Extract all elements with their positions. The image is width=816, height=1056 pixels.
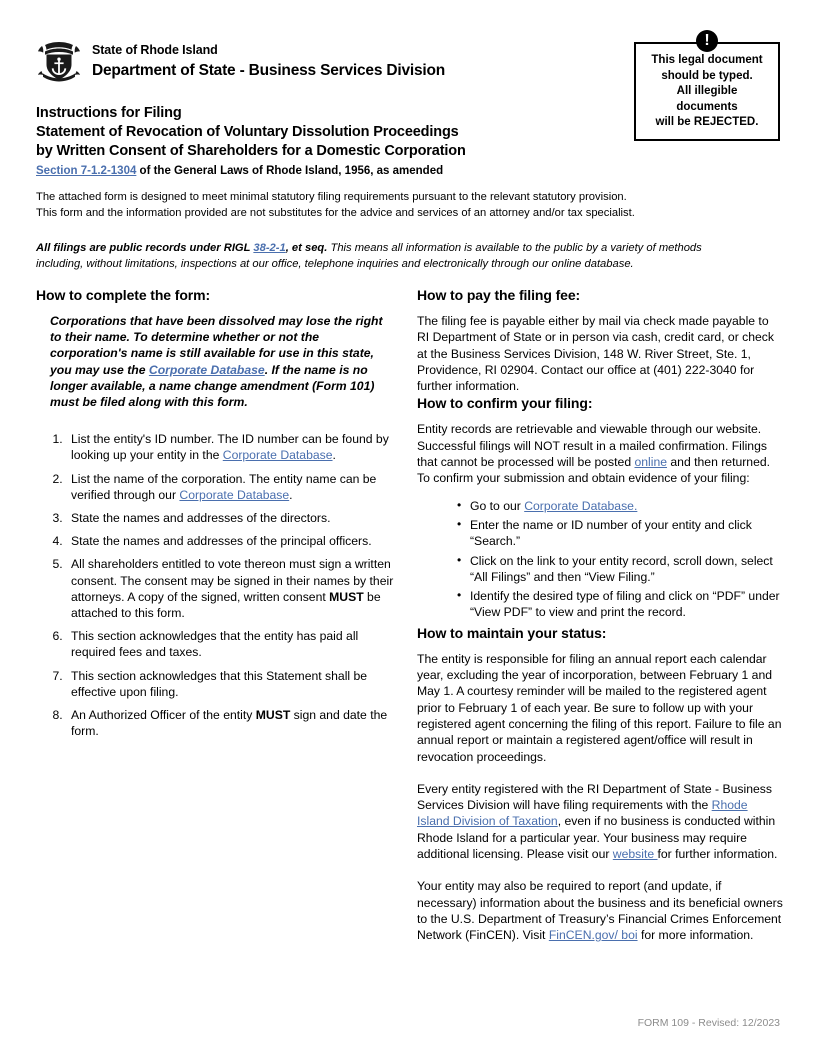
bullet-text-a: Identify the desired type of filing and click on “PDF” under “View PDF” to view and print the record.	[470, 589, 780, 620]
statute-citation	[36, 163, 596, 180]
confirm-text-b: and then returned. To confirm your submission and obtain evidence of your filing:	[417, 455, 771, 486]
maintain-p3-text-a: Your entity may also be required to report (and update, if necessary) information about the business and its beneficial owners to the U.S. Department of Treasury’s Financial Crimes Enforcement Network (FinCEN). Visit	[417, 879, 783, 943]
list-item	[66, 431, 396, 463]
bullet-text-a: Click on the link to your entity record, scroll down, select “All Filings” and then “View Filing.”	[470, 553, 773, 584]
rhode-island-state-seal-icon	[36, 38, 82, 86]
title-line-3: by Written Consent of Shareholders for a Domestic Corporation	[36, 143, 466, 159]
legal-warning-text	[634, 42, 780, 141]
heading-how-to-confirm: How to confirm your filing:	[417, 395, 593, 412]
step-text-a: State the names and addresses of the directors.	[71, 511, 331, 526]
intro-paragraph	[36, 190, 756, 221]
public-records-rest: This means all information is available to the public by a variety of methods including, without limitations, inspections at our office, telephone inquiries and electronically through our online database.	[36, 242, 702, 270]
department-name: Department of State - Business Services Division	[92, 62, 446, 79]
maintain-p2-text-a: Every entity registered with the RI Department of State - Business Services Division will have filing requirements with the	[417, 781, 772, 813]
list-item	[457, 517, 783, 550]
list-item	[66, 510, 396, 526]
list-item	[66, 533, 396, 549]
statute-link[interactable]: Section 7-1.2-1304	[36, 165, 137, 177]
list-item	[66, 628, 396, 660]
maintain-paragraph-3	[417, 878, 783, 943]
step-text-b: be attached to this form.	[71, 589, 381, 621]
legal-warning-box	[634, 42, 780, 141]
confirm-filing-body	[417, 421, 783, 486]
form-footer: FORM 109 - Revised: 12/2023	[637, 1017, 780, 1029]
list-item	[66, 556, 396, 621]
division-of-taxation-link[interactable]: Rhode Island Division of Taxation	[417, 798, 748, 829]
step-text-a: State the names and addresses of the principal officers.	[71, 534, 372, 549]
note-text-b: . If the name is no longer available, a name change amendment (Form 101) must be filed along with this form.	[50, 362, 375, 410]
step-text-a: List the entity's ID number. The ID number can be found by looking up your entity in the	[71, 432, 389, 463]
state-name: State of Rhode Island	[92, 43, 218, 57]
title-line-2: Statement of Revocation of Voluntary Dissolution Proceedings	[36, 124, 459, 140]
heading-how-to-pay: How to pay the filing fee:	[417, 287, 581, 303]
confirm-steps-list	[417, 498, 783, 621]
warning-line-2: should be typed.	[661, 69, 753, 82]
maintain-p3-text-b: for more information.	[637, 928, 754, 943]
step-text-b: sign and date the form.	[71, 708, 388, 739]
maintain-p2-text-c: for further information.	[657, 847, 778, 862]
pay-filing-fee-body: The filing fee is payable either by mail via check made payable to RI Department of State or in person via cash, credit card, or check at the Business Services Division, 148 W. River Street, Ste. 1, Providence, RI 02904. Contact our office at (401) 222-3040 for further information.	[417, 314, 774, 394]
form-steps-list	[36, 431, 396, 739]
left-column	[36, 286, 396, 739]
bullet-text-a: Enter the name or ID number of your entity and click “Search.”	[470, 517, 752, 549]
step-text-b: .	[332, 448, 336, 463]
name-availability-note	[50, 313, 396, 410]
list-item	[457, 498, 783, 514]
public-records-lead: All filings are public records under RIGL	[36, 242, 254, 254]
exclamation-circle-icon	[696, 30, 718, 52]
warning-line-4: documents	[676, 100, 738, 113]
maintain-paragraph-2	[417, 781, 783, 862]
step-emphasis: MUST	[255, 708, 291, 723]
step-text-a: This section acknowledges that the entity has paid all required fees and taxes.	[71, 629, 359, 660]
document-title-block	[36, 104, 596, 180]
list-item	[66, 668, 396, 700]
maintain-paragraph-1: The entity is responsible for filing an annual report each calendar year, excluding the year of incorporation, between February 1 and May 1. A courtesy reminder will be mailed to the registered agent prior to February 1 of each year. Be sure to follow up with your registered agent concerning the filing of this report. Failure to file an annual report or maintain a registered agent/office will result in revocation proceedings.	[417, 651, 782, 764]
list-item	[66, 707, 396, 739]
step-text-a: An Authorized Officer of the entity	[71, 708, 256, 723]
fincen-link[interactable]: FinCEN.gov/ boi	[548, 928, 638, 943]
corporate-database-link-confirm[interactable]: Corporate Database.	[524, 498, 638, 513]
statute-citation-rest: of the General Laws of Rhode Island, 1956, as amended	[136, 165, 444, 177]
warning-line-1: This legal document	[651, 54, 763, 66]
public-records-etseq: , et seq.	[285, 242, 328, 254]
step-emphasis: MUST	[329, 589, 364, 604]
step-text-a: This section acknowledges that this Statement shall be effective upon filing.	[71, 668, 368, 699]
website-link[interactable]: website	[612, 847, 658, 862]
header-text-block	[92, 38, 445, 81]
note-text-a: Corporations that have been dissolved may lose the right to their name. To determine whether or not the corporation's name is still available for use in this state, you may use the	[50, 314, 383, 377]
bullet-text-a: Go to our	[470, 498, 525, 513]
corporate-database-link-step1[interactable]: Corporate Database	[222, 448, 333, 463]
corporate-database-link-note[interactable]: Corporate Database	[148, 362, 265, 377]
list-item	[66, 471, 396, 503]
intro-line-2: This form and the information provided are not substitutes for the advice and services of an attorney and/or tax specialist.	[36, 206, 635, 219]
warning-line-5: will be REJECTED.	[655, 116, 759, 128]
title-line-1: Instructions for Filing	[36, 105, 182, 121]
right-column	[417, 286, 783, 944]
step-text-b: .	[289, 487, 293, 502]
warning-line-3: All illegible	[676, 85, 738, 97]
online-link[interactable]: online	[634, 455, 668, 470]
corporate-database-link-step2[interactable]: Corporate Database	[179, 487, 290, 502]
heading-how-to-maintain: How to maintain your status:	[417, 624, 607, 641]
step-text-a: All shareholders entitled to vote thereon must sign a written consent. The consent may be signed in their names by their attorneys. A copy of the signed, written consent	[71, 557, 394, 604]
maintain-p2-text-b: , even if no business is conducted within Rhode Island for a particular year. Your business may require additional licensing. Please visit our	[417, 814, 776, 862]
confirm-text-a: Entity records are retrievable and viewable through our website. Successful filings will NOT result in a mailed confirmation. Filings that cannot be processed will be posted	[417, 422, 767, 470]
public-records-notice	[36, 241, 748, 272]
list-item	[457, 588, 783, 621]
document-header	[36, 38, 445, 86]
intro-line-1: The attached form is designed to meet minimal statutory filing requirements pursuant to the relevant statutory provision.	[36, 191, 627, 203]
step-text-a: List the name of the corporation. The entity name can be verified through our	[71, 471, 377, 502]
rigl-38-2-1-link[interactable]: 38-2-1	[253, 242, 286, 254]
heading-how-to-complete: How to complete the form:	[36, 287, 211, 303]
list-item	[457, 553, 783, 586]
